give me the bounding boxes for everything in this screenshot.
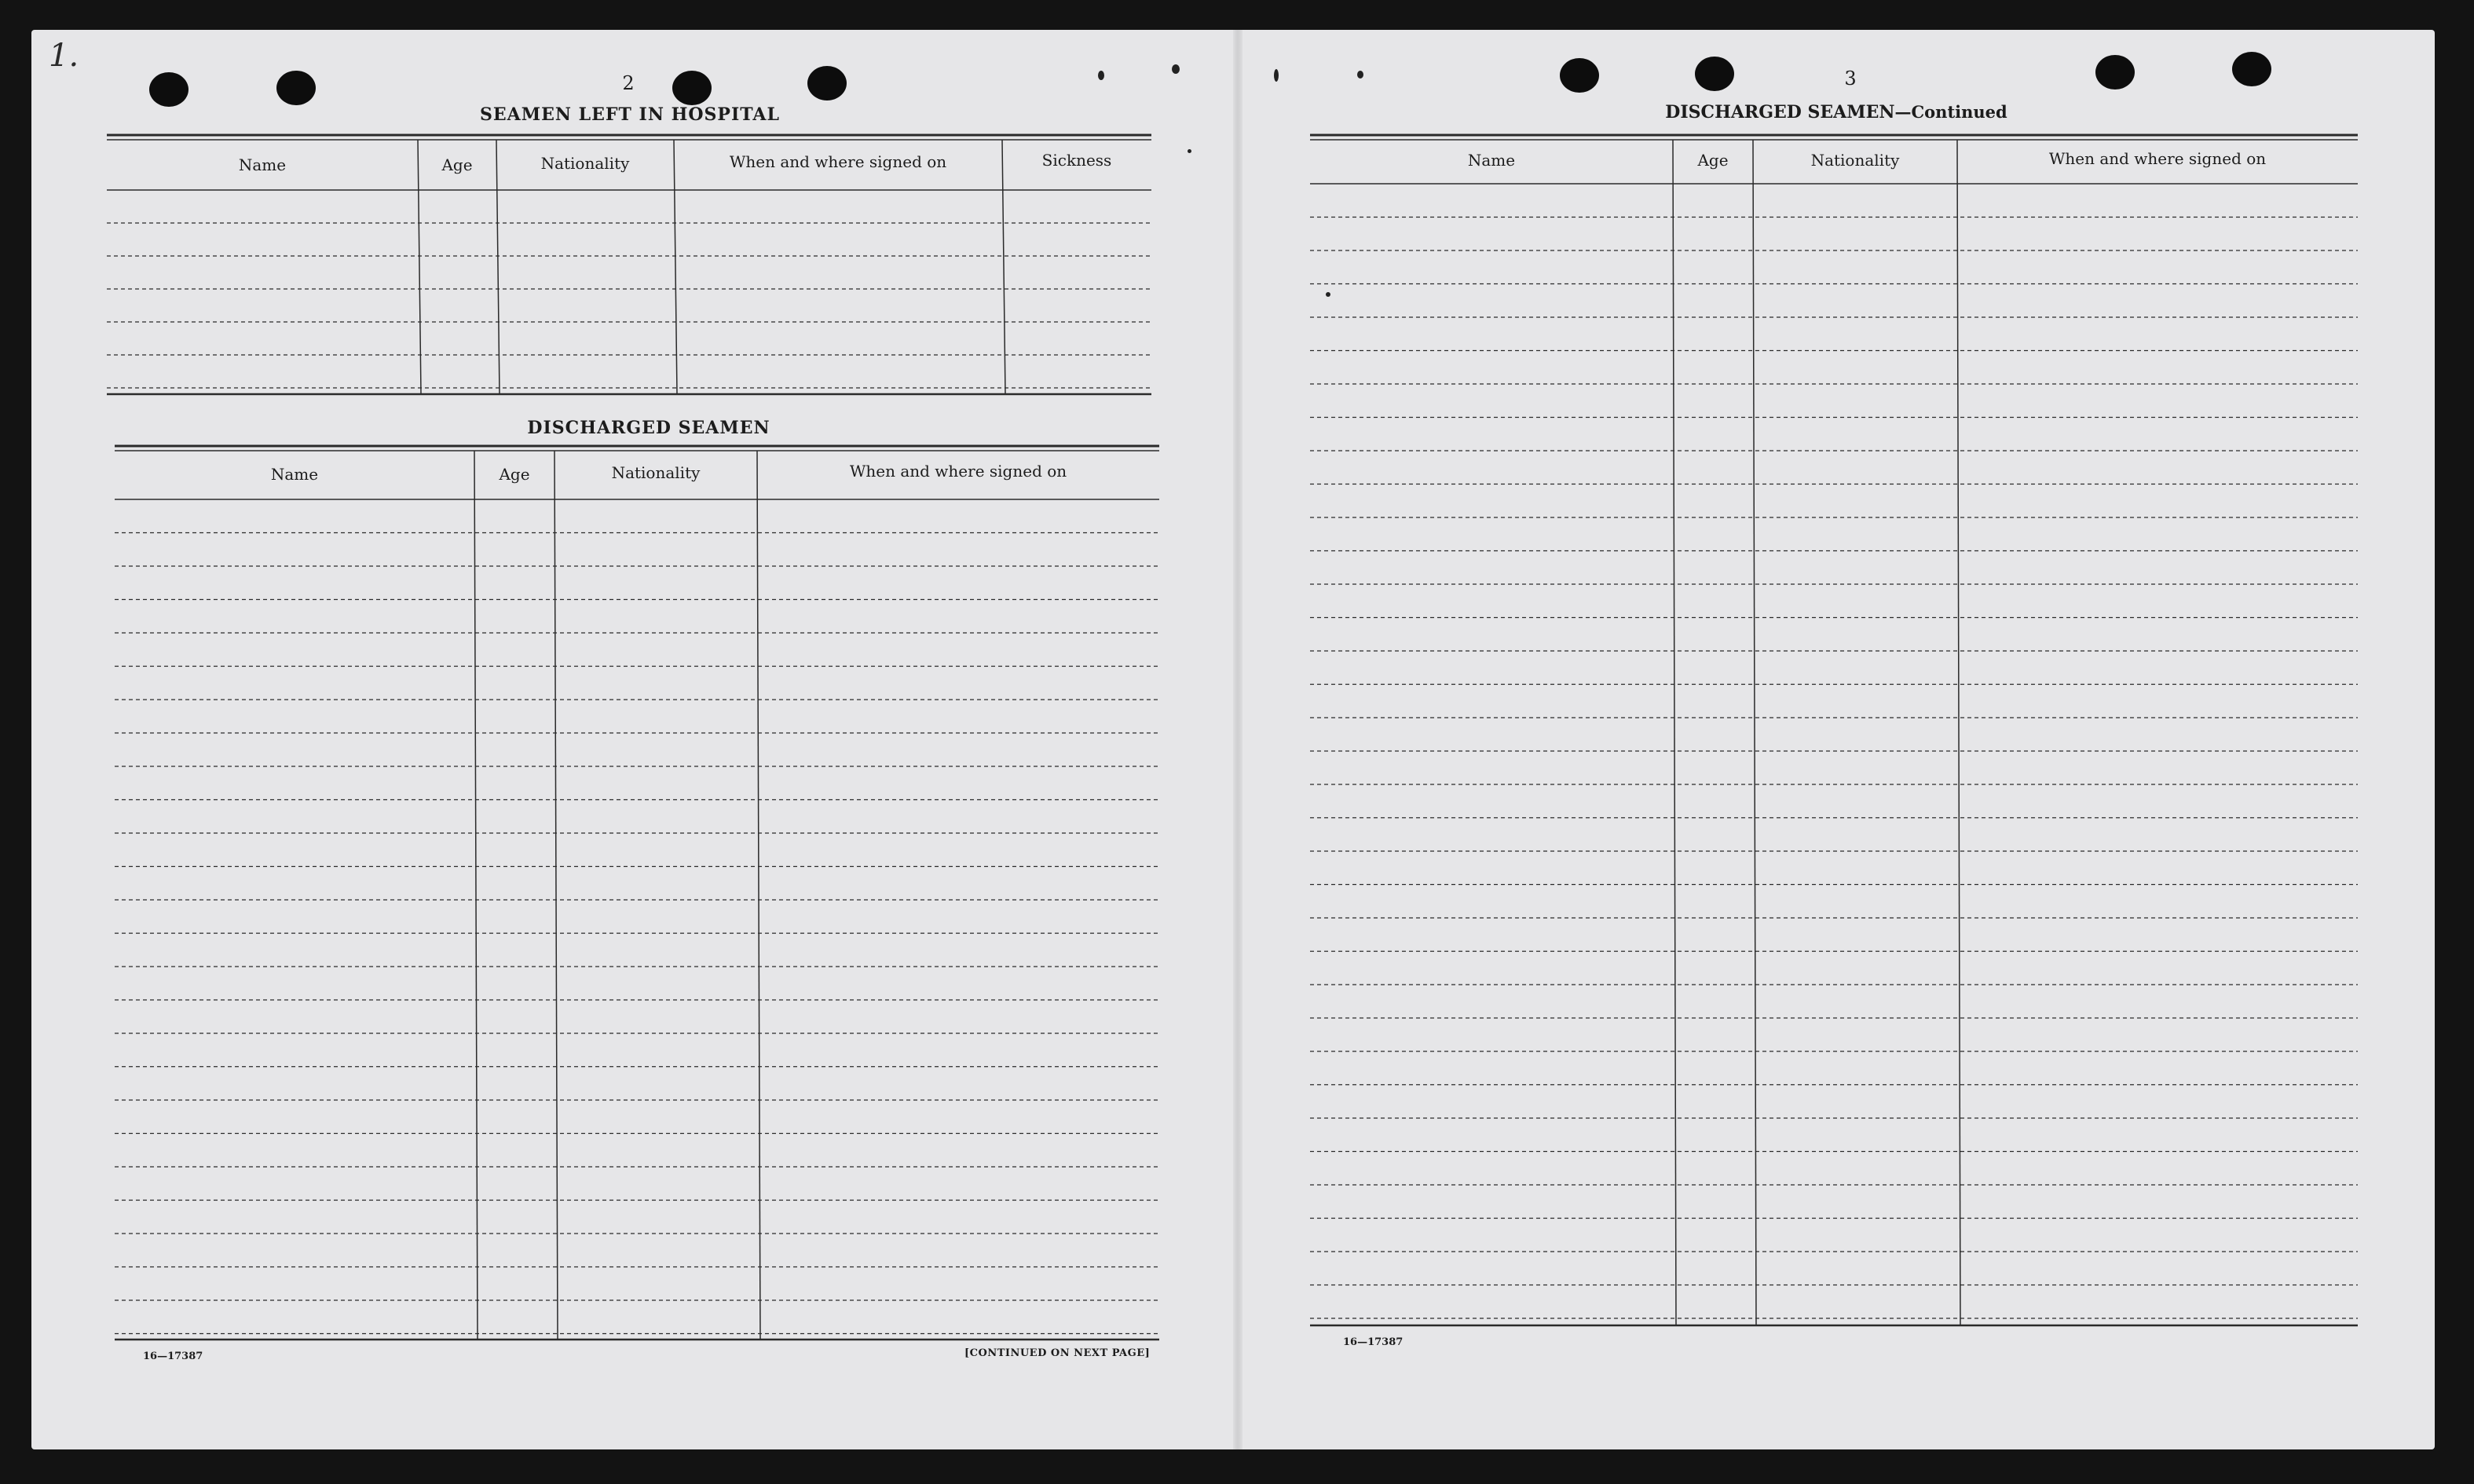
discharged-continued-title-main: DISCHARGED SEAMEN	[1665, 102, 1895, 122]
hospital-col-nationality: Nationality	[540, 154, 630, 173]
discharged-continued-title-suffix: —Continued	[1894, 102, 2007, 122]
hospital-column-rule	[674, 140, 677, 394]
footer-continued: [CONTINUED ON NEXT PAGE]	[964, 1347, 1151, 1359]
discharged-col-age: Age	[499, 465, 530, 484]
discharged-section-title: DISCHARGED SEAMEN	[527, 418, 770, 438]
hospital-column-rule	[418, 140, 421, 394]
discharged-col-name: Name	[270, 465, 319, 484]
discharged-column-rule	[554, 451, 558, 1340]
footer-code-right: 16—17387	[1343, 1336, 1404, 1348]
page-number-right: 3	[1844, 68, 1857, 90]
discharged-column-rule	[757, 451, 760, 1340]
hospital-col-age: Age	[441, 155, 473, 174]
continued-col-name: Name	[1467, 151, 1516, 170]
footer-code-left: 16—17387	[143, 1351, 203, 1362]
continued-col-nationality: Nationality	[1810, 151, 1900, 170]
hospital-col-signed-on: When and where signed on	[729, 152, 947, 171]
hospital-column-rule	[1002, 140, 1005, 394]
page-number-left: 2	[622, 72, 635, 94]
continued-col-age: Age	[1697, 151, 1729, 170]
continued-column-rule	[1957, 140, 1960, 1325]
discharged-col-signed-on: When and where signed on	[849, 462, 1067, 481]
corner-mark: 1.	[49, 38, 79, 74]
hospital-col-sickness: Sickness	[1041, 151, 1112, 170]
hospital-column-rule	[496, 140, 500, 394]
discharged-column-rule	[474, 451, 478, 1340]
hospital-section-title: SEAMEN LEFT IN HOSPITAL	[480, 104, 780, 125]
discharged-col-nationality: Nationality	[611, 463, 701, 482]
continued-col-signed-on: When and where signed on	[2048, 149, 2267, 168]
hospital-col-name: Name	[238, 155, 287, 174]
